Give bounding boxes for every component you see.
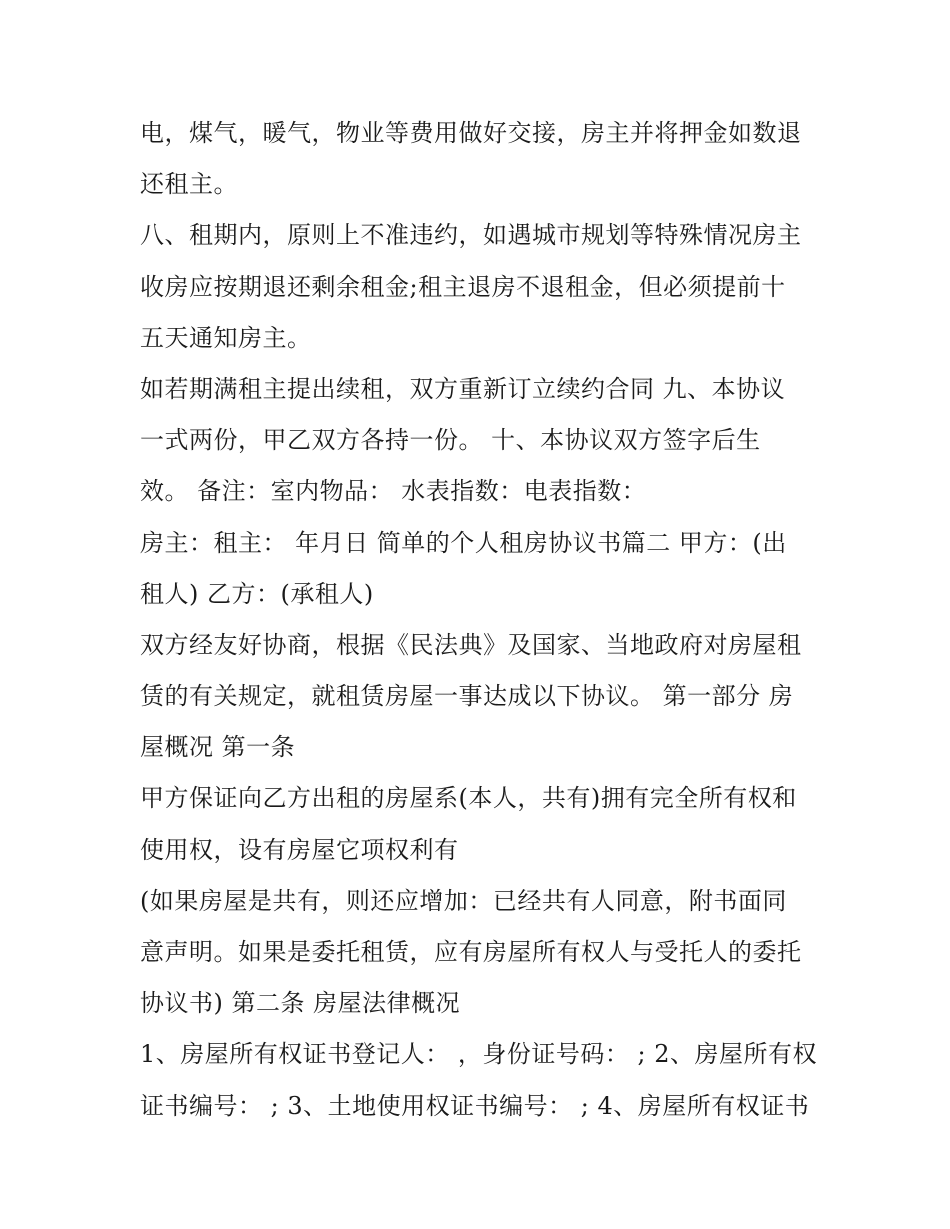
text-line: 使用权，设有房屋它项权利有 bbox=[140, 835, 459, 864]
text-line: 双方经友好协商，根据《民法典》及国家、当地政府对房屋租 bbox=[140, 630, 802, 659]
text-line: 赁的有关规定，就租赁房屋一事达成以下协议。 第一部分 房 bbox=[140, 682, 794, 711]
text-line: 协议书) 第二条 房屋法律概况 bbox=[140, 989, 461, 1018]
text-line: (如果房屋是共有，则还应增加：已经共有人同意，附书面同 bbox=[140, 886, 787, 915]
text-line: 八、租期内，原则上不准违约，如遇城市规划等特殊情况房主 bbox=[140, 221, 802, 250]
document-body bbox=[140, 108, 840, 1132]
text-line: 1、房屋所有权证书登记人： ，身份证号码： ; 2、房屋所有权 bbox=[140, 1040, 818, 1069]
text-line: 甲方保证向乙方出租的房屋系(本人，共有)拥有完全所有权和 bbox=[140, 784, 797, 813]
text-line: 一式两份，甲乙双方各持一份。 十、本协议双方签字后生 bbox=[140, 426, 761, 455]
text-line: 还租主。 bbox=[140, 170, 238, 199]
text-line: 房主：租主： 年月日 简单的个人租房协议书篇二 甲方：(出 bbox=[140, 528, 787, 557]
text-line: 电，煤气，暖气，物业等费用做好交接，房主并将押金如数退 bbox=[140, 119, 802, 147]
text-line: 收房应按期退还剩余租金;租主退房不退租金，但必须提前十 bbox=[140, 272, 786, 301]
text-line: 屋概况 第一条 bbox=[140, 733, 296, 762]
text-line: 五天通知房主。 bbox=[140, 323, 312, 352]
text-line: 如若期满租主提出续租，双方重新订立续约合同 九、本协议 bbox=[140, 374, 786, 403]
text-line: 证书编号： ; 3、土地使用权证书编号： ; 4、房屋所有权证书 bbox=[140, 1091, 810, 1120]
text-line: 效。 备注：室内物品： 水表指数：电表指数： bbox=[140, 477, 647, 506]
text-line: 意声明。如果是委托租赁，应有房屋所有权人与受托人的委托 bbox=[140, 938, 802, 966]
text-line: 租人) 乙方：(承租人) bbox=[140, 579, 374, 608]
